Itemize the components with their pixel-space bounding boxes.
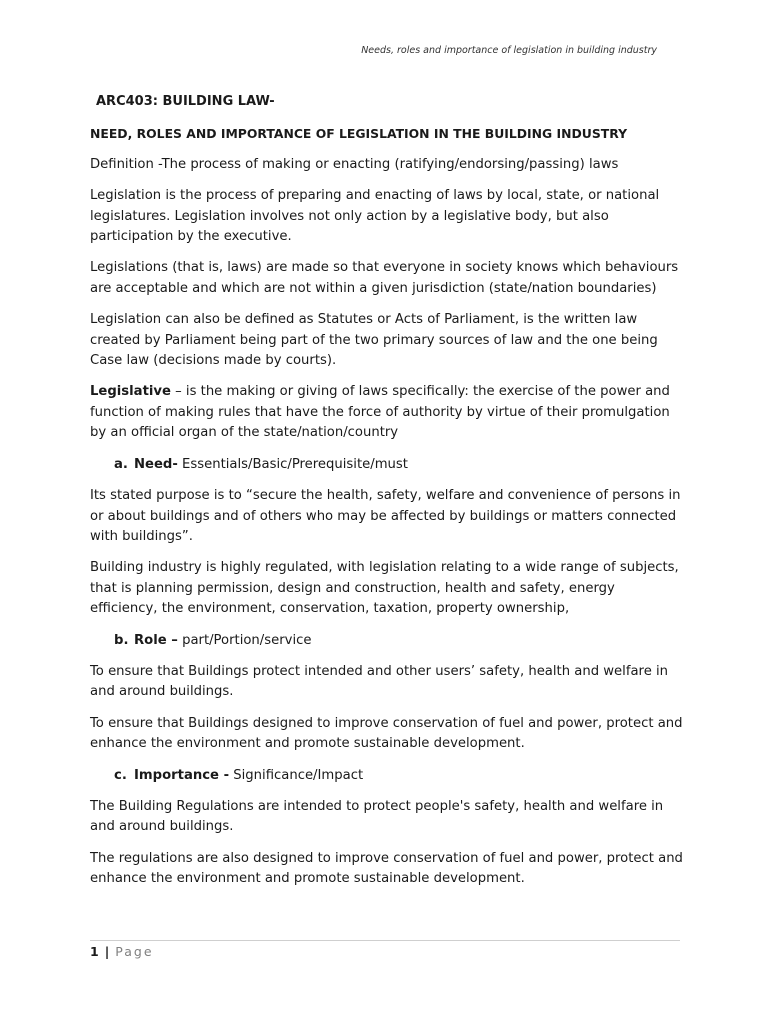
list-marker: c. (114, 767, 127, 783)
list-term: Need- (134, 456, 178, 472)
legislative-term: Legislative (90, 384, 171, 400)
course-title: ARC403: BUILDING LAW- (96, 94, 275, 109)
list-description: part/Portion/service (177, 632, 312, 648)
definition-paragraph: Definition -The process of making or enacting (ratifying/endorsing/passing) laws (90, 156, 619, 172)
regulated-paragraph: Building industry is highly regulated, with legislation relating to a wide range of subjects, that is planning permission, design and construction, health and safety, energy efficiency, the environment, conservation, taxation, property ownership, (90, 560, 679, 617)
importance-regulations-paragraph: The Building Regulations are intended to protect people's safety, health and welfare in and around buildings. (90, 798, 664, 835)
page-number: 1 (90, 944, 99, 959)
list-item-importance (114, 766, 686, 786)
page-footer (90, 944, 154, 960)
document-body (90, 92, 686, 901)
list-term: Importance - (134, 767, 230, 783)
footer-divider (90, 940, 680, 941)
legislations-laws-paragraph: Legislations (that is, laws) are made so that everyone in society knows which behaviours are acceptable and which are not within a given jurisdiction (state/nation boundaries) (90, 260, 679, 296)
list-item-need (114, 455, 686, 475)
statutes-paragraph: Legislation can also be defined as Statutes or Acts of Parliament, is the written law created by Parliament being part of the two primary sources of law and the one being Case law (decisions made by courts). (90, 312, 658, 369)
list-description: Essentials/Basic/Prerequisite/must (177, 456, 408, 472)
list-marker: a. (114, 456, 128, 472)
list-term: Role – (134, 632, 178, 648)
list-marker: b. (114, 632, 129, 648)
running-header: Needs, roles and importance of legislation in building industry (361, 45, 657, 56)
purpose-paragraph: Its stated purpose is to “secure the health, safety, welfare and convenience of persons in or about buildings and of others who may be affected by buildings or matters connected with buildings”. (90, 488, 681, 544)
footer-separator: | (104, 944, 110, 959)
legislative-paragraph (90, 382, 686, 443)
legislative-definition: – is the making or giving of laws specifically: the exercise of the power and function of making rules that have the force of authority by virtue of their promulgation by an official organ of the state/nation/country (90, 384, 670, 441)
section-title: NEED, ROLES AND IMPORTANCE OF LEGISLATION IN THE BUILDING INDUSTRY (90, 126, 628, 142)
page-label: Page (115, 944, 154, 959)
list-description: Significance/Impact (229, 767, 364, 783)
role-conservation-paragraph: To ensure that Buildings designed to improve conservation of fuel and power, protect and enhance the environment and promote sustainable development. (90, 715, 683, 752)
legislation-process-paragraph: Legislation is the process of preparing and enacting of laws by local, state, or national legislatures. Legislation involves not only action by a legislative body, but also participation by the executive. (90, 188, 660, 245)
importance-conservation-paragraph: The regulations are also designed to improve conservation of fuel and power, protect and enhance the environment and promote sustainable development. (90, 850, 683, 887)
list-item-role (114, 631, 686, 651)
role-safety-paragraph: To ensure that Buildings protect intended and other users’ safety, health and welfare in and around buildings. (90, 663, 669, 700)
